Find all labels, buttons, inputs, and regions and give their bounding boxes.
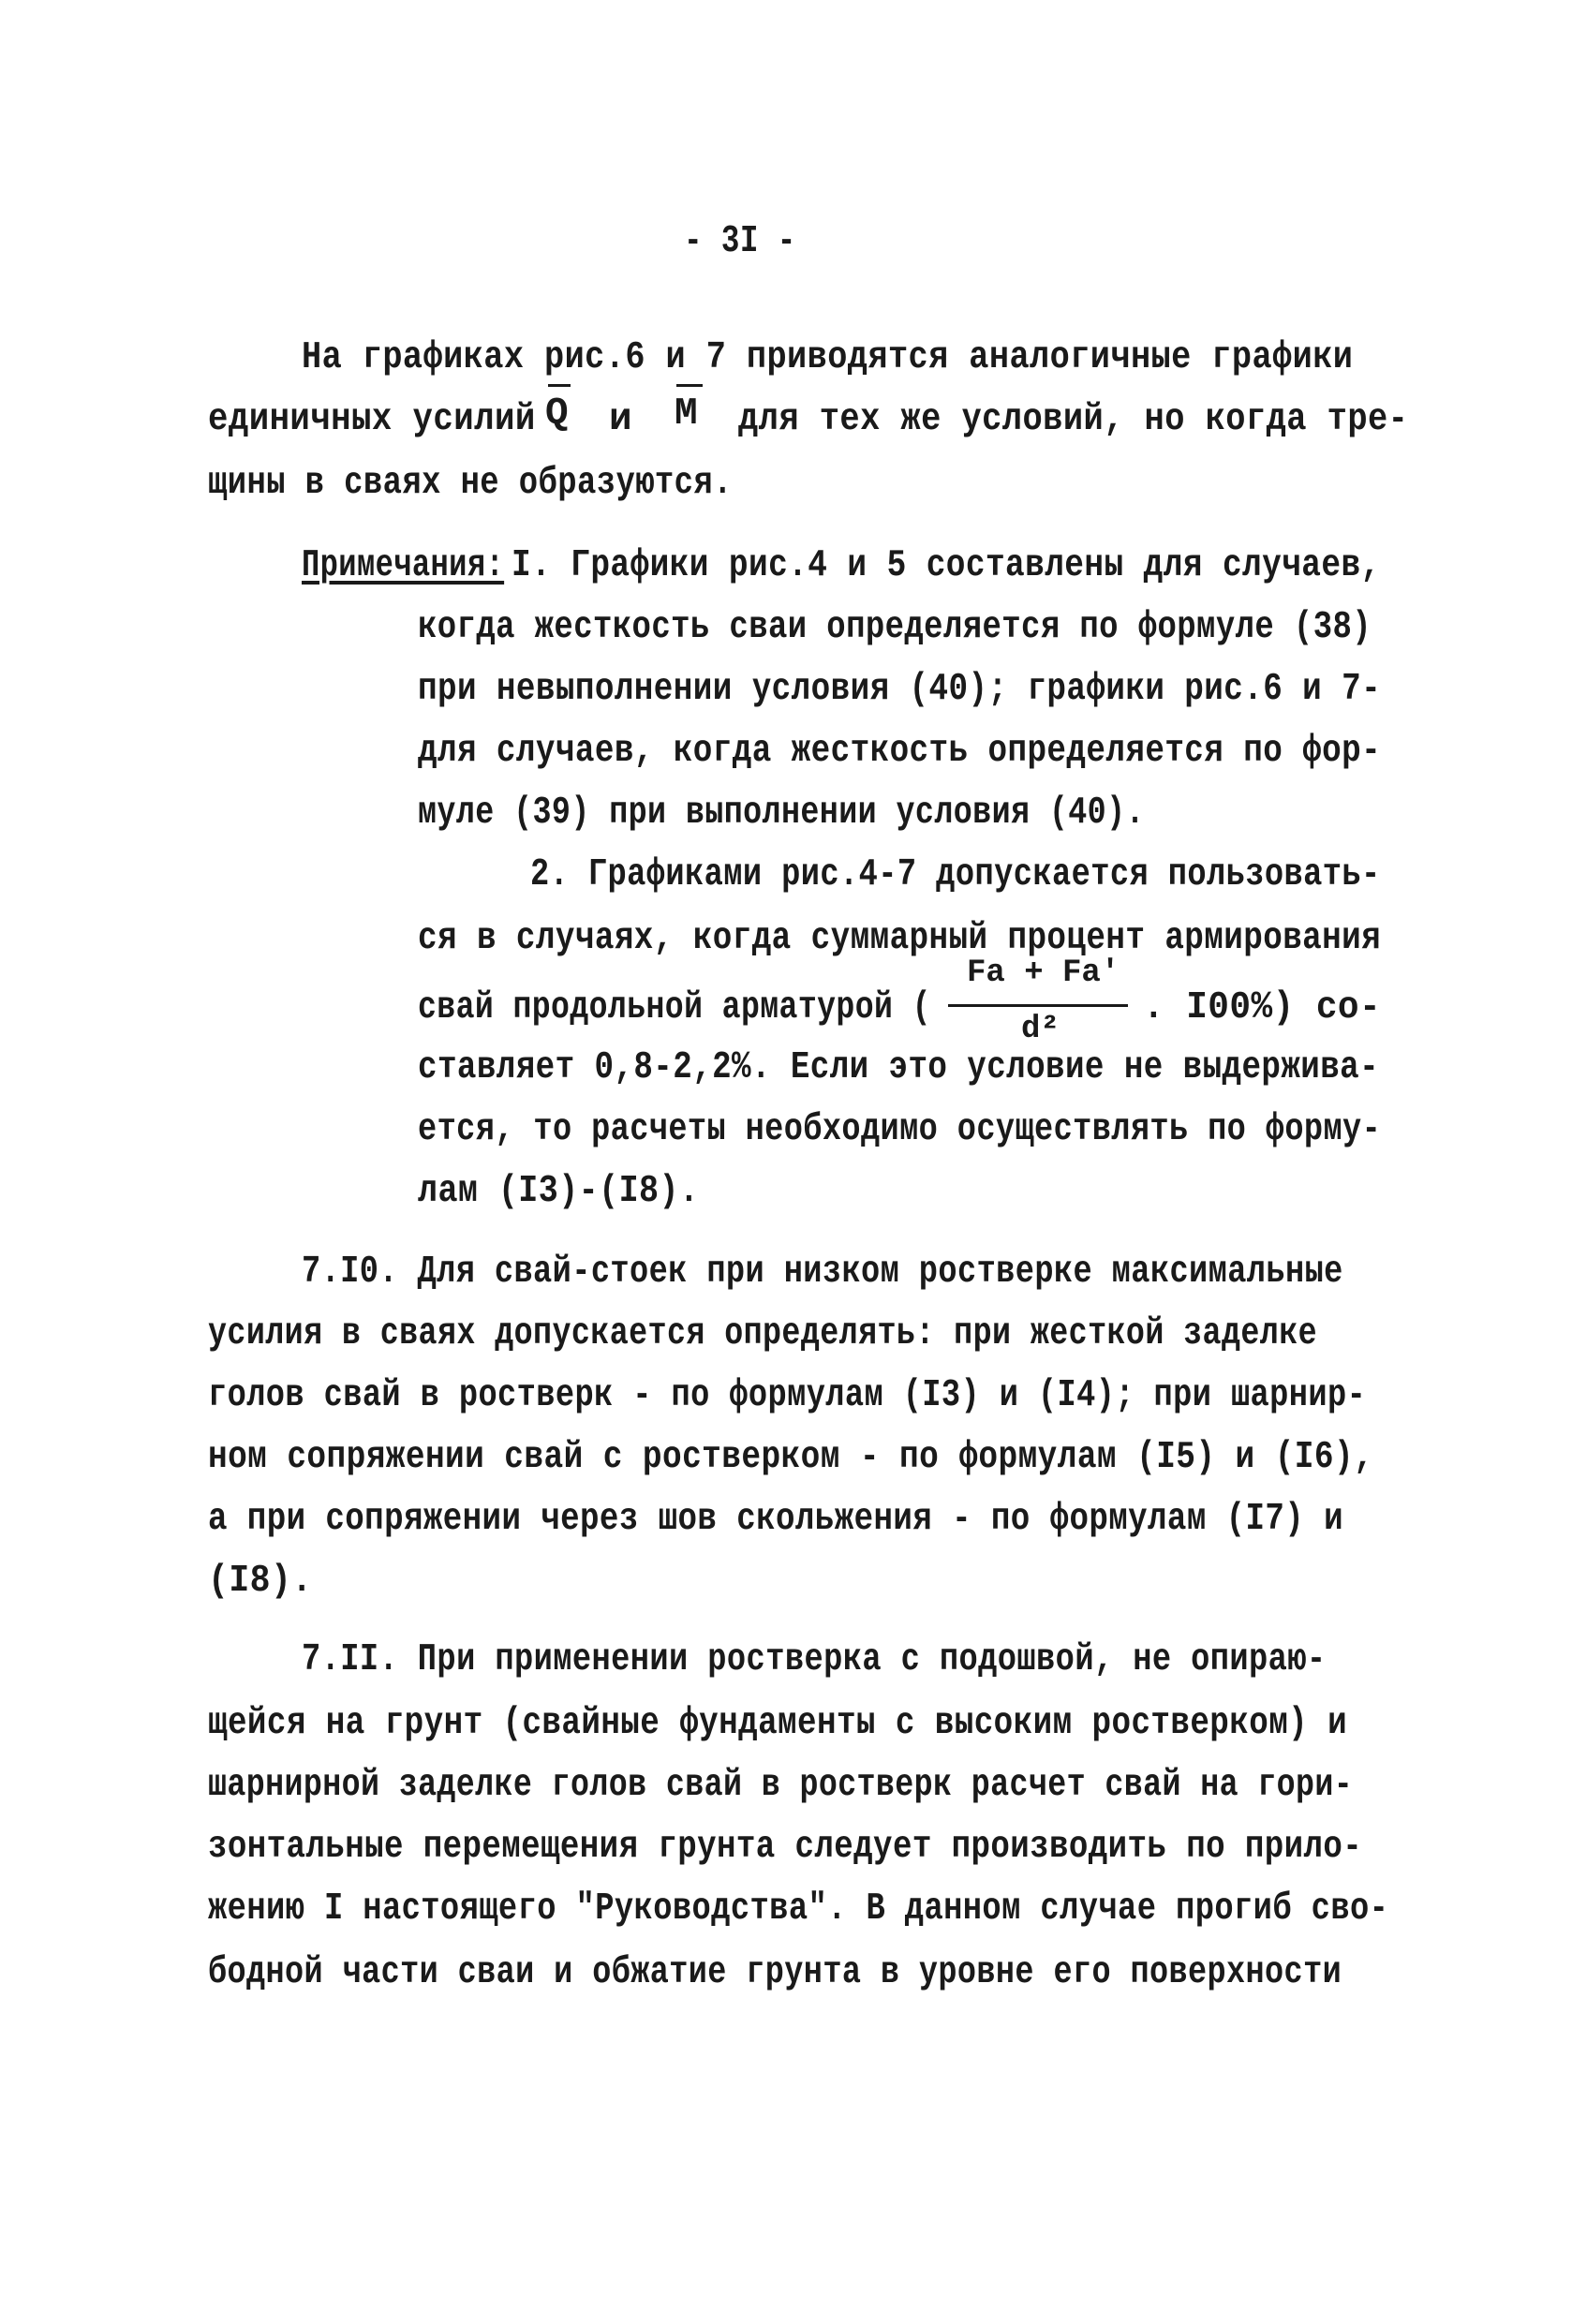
- text-line: единичных усилий: [208, 398, 536, 441]
- fraction-bar: [948, 1004, 1128, 1007]
- text-line: ставляет 0,8-2,2%. Если это условие не выдерживa-: [418, 1046, 1380, 1089]
- text-line: муле (39) при выполнении условия (40).: [418, 792, 1145, 835]
- text-line: . I00%) со-: [1143, 986, 1382, 1029]
- text-line: бодной части сваи и обжатие грунта в уровне его поверхности: [208, 1951, 1342, 1994]
- text-line: ется, то расчеты необходимо осуществлять по форму-: [418, 1108, 1382, 1151]
- text-line: жению I настоящего "Руководства". В данном случае прогиб сво-: [208, 1887, 1389, 1931]
- overbar-m: [676, 384, 703, 387]
- text-line: а при сопряжении через шов скольжения - по формулам (I7) и: [208, 1498, 1344, 1541]
- text-line: щейся на грунт (свайные фундаменты с высоким ростверком) и: [208, 1702, 1348, 1745]
- text-line: лам (I3)-(I8).: [418, 1170, 700, 1213]
- symbol-q: Q: [545, 392, 570, 436]
- formula-denominator: d²: [1021, 1012, 1060, 1047]
- text-line: свай продольной арматурой (: [418, 986, 931, 1029]
- text-line: зонтальные перемещения грунта следует производить по прило-: [208, 1826, 1363, 1869]
- text-line: На графиках рис.6 и 7 приводятся аналогичные графики: [302, 336, 1354, 379]
- text-line: 2. Графиками рис.4-7 допускается пользовать-: [530, 853, 1381, 896]
- text-line: усилия в сваях допускается определять: при жесткой заделке: [208, 1312, 1318, 1355]
- text-line: для тех же условий, но когда тре-: [738, 398, 1409, 441]
- symbol-m: M: [675, 392, 699, 436]
- page-number: - 3I -: [684, 220, 796, 263]
- text-line: голов свай в ростверк - по формулам (I3) и (I4); при шарнир-: [208, 1374, 1367, 1417]
- text-line: при невыполнении условия (40); графики рис.6 и 7-: [418, 668, 1382, 711]
- text-line: (I8).: [208, 1560, 313, 1603]
- text-line: когда жесткость сваи определяется по формуле (38): [418, 606, 1372, 649]
- text-line: 7.II. При применении ростверка с подошвой, не опираю-: [302, 1638, 1327, 1681]
- text-line: ном сопряжении свай с ростверком - по формулам (I5) и (I6),: [208, 1436, 1374, 1479]
- formula-numerator: Fa + Fa': [967, 955, 1120, 991]
- overbar-q: [548, 384, 571, 387]
- notes-heading: Примечания:: [302, 544, 505, 587]
- text-line: шарнирной заделке голов свай в ростверк расчет свай на гори-: [208, 1764, 1354, 1807]
- text-line: и: [609, 398, 633, 441]
- text-line: 7.I0. Для свай-стоек при низком ростверке максимальные: [302, 1251, 1343, 1294]
- text-line: I. Графики рис.4 и 5 составлены для случаев,: [512, 544, 1381, 587]
- text-line: ся в случаях, когда суммарный процент армирования: [418, 917, 1382, 960]
- text-line: щины в сваях не образуются.: [208, 462, 733, 505]
- text-line: для случаев, когда жесткость определяется по фор-: [418, 730, 1382, 773]
